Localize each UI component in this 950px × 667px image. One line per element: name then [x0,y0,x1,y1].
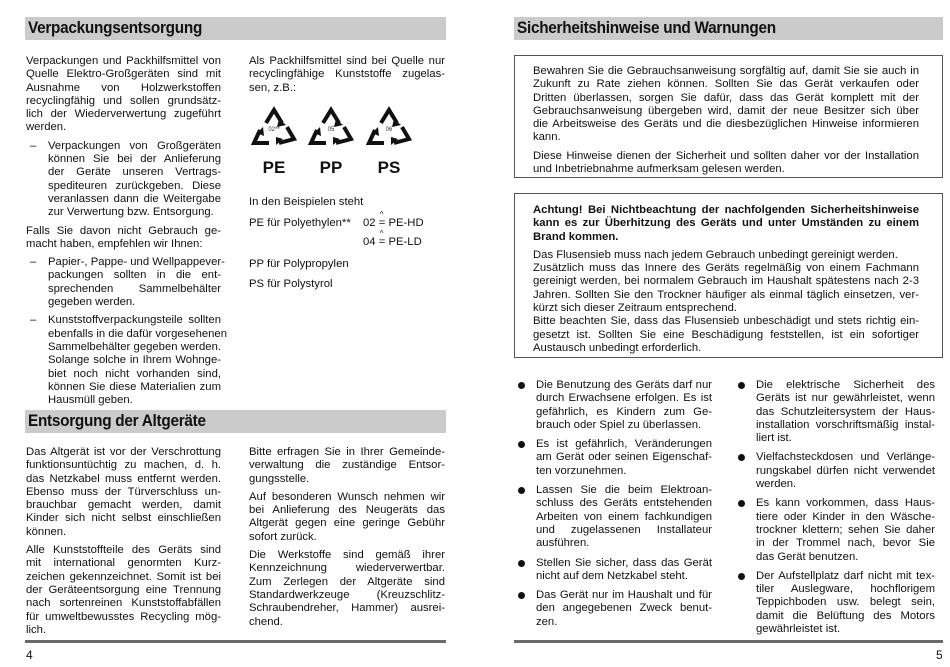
bullet-item [516,484,712,550]
bullet-icon [518,592,525,599]
text-line: Papier-, Pappe- und Wellpappever- [48,256,225,269]
text-line: trockner klettern; sehen Sie daher [756,523,935,536]
text-line: veranlassen dann die Weitergabe [48,192,221,205]
text-line: Austausch unbedingt erforderlich. [533,341,702,354]
paragraph [26,544,221,637]
text-line: Verpackungen von Großgeräten [48,139,221,152]
text-line: Der Aufstellplatz darf nicht mit tex- [756,569,935,582]
safety-bullets-col1 [516,379,712,635]
text-line: der Geräte unseren Vertrags- [48,166,221,179]
recycling-triangle-icon [249,105,299,151]
bullet-item [736,451,935,491]
text-line: der Geräteentsorgung eine Trennung [26,583,221,596]
text-line: zen. [536,615,558,628]
svg-text:05: 05 [327,127,335,133]
text-line: Altgerät gegen eine geringe Gebühr [249,517,445,530]
recycling-triangle-icon [364,105,414,151]
text-line: werden. [756,478,797,491]
dash-list-item [26,140,221,220]
bullet-item [736,379,935,445]
paragraph [249,446,445,486]
bullet-item [516,438,712,478]
text-line: Arbeiten von einem fachkundigen [536,510,712,523]
text-line: sofort zurück. [249,530,317,543]
corresponds-symbol: ^ = [379,217,386,229]
text-line: den angegebenen Zweck benut- [536,602,712,615]
text-line: sen, z.B.: [249,81,297,94]
code: 02 [363,217,376,229]
text-line: Die Benutzung des Geräts darf nur [536,379,712,391]
code-meaning: PE-HD [388,217,424,229]
text-line: und zugelassenen Installateur [536,523,712,536]
text-line: damit die Belüftung des Motors [756,609,935,622]
text-line: installation vorschriftsmäßig instal- [756,418,935,431]
svg-text:02**: 02** [268,127,280,133]
paragraph [26,446,221,539]
paragraph [249,549,445,629]
text-line: Das Flusensieb muss nach jedem Gebrauch unbedingt gereinigt werden. [533,248,898,261]
text-line: brauchbar gemacht werden, damit [26,499,221,512]
info-box [514,55,943,178]
text-line: Geräts ist nur gewährleistet, wenn [756,392,935,405]
footer-rule [514,640,943,643]
text-line: Ebenso muss der Türverschluss un- [26,485,221,498]
text-line: Die elektrische Sicherheit des [756,379,935,391]
bullet-icon [518,441,525,448]
text-line: brauch oder Spiel zu überlassen. [536,418,702,431]
pe-line: PE für Polyethylen** [249,217,351,229]
symbol-label: PS [377,158,401,177]
text-line: die Arbeitsweise des Geräts und die diesbezüglichen Hinweise informieren [533,118,919,131]
text-line: kann es zur Überhitzung des Geräts und unter Umständen zu einem [533,217,919,230]
text-line: Lassen Sie die beim Elektroan- [536,484,712,497]
section-header-disposal [25,410,446,433]
bullet-item [736,570,935,636]
symbol-label: PE [262,158,286,177]
bullet-icon [518,560,525,567]
text-line: biet noch nicht vorhanden sind, [48,367,221,380]
text-line: Zum Zerlegen der Altgeräte sind [249,575,445,588]
text-line: in der Trommel nach, bevor Sie [756,537,935,550]
text-line: Achtung! Bei Nichtbeachtung der nachfolgenden Sicherheitshinweise [533,204,919,216]
text-line: zur Verwertung bzw. Entsorgung. [48,206,214,219]
paragraph [533,204,919,244]
dash-list-item [26,314,227,407]
text-line: Ausnahme von Holzwerkstoffen [26,81,221,94]
page-number: 4 [26,648,33,662]
recycling-triangle-icon [306,105,356,151]
bullet-item [516,379,712,432]
text-line: gesetzt ist. Sollten Sie eine Beschädigung feststellen, ist ein sofortiger [533,328,919,341]
bullet-icon [738,573,745,580]
text-line: macht haben, empfehlen wir Ihnen: [26,237,203,250]
text-line: werden. [26,121,67,134]
text-line: verwaltung die zuständige Entsor- [249,459,445,472]
text-line: Kunststoffverpackungsteile sollten [48,314,221,327]
bullet-item [516,589,712,629]
dash-marker: – [30,256,37,269]
section-header-safety [514,17,943,40]
text-line: Falls Sie davon nicht Gebrauch ge- [26,224,221,237]
text-line: kann. [533,131,561,144]
text-line: Standardwerkzeuge (Kreuzschlitz- [249,588,445,601]
text-line: Verpackungen und Packhilfsmittel von [26,55,221,67]
bullet-icon [518,382,525,389]
text-line: am Gerät oder seinen Eigenschaf- [536,451,712,464]
dash-list-item [26,256,225,309]
bullet-item [516,557,712,584]
text-line: recyclingfähig und sollen grundsätz- [26,94,221,107]
text-line: gereinigt werden, bei normalem Gebrauch im Haushalt spätestens nach 2-3 [533,275,919,288]
text-line: tiere oder Kinder in den Wäsche- [756,510,935,523]
text-line: sprechenden Sammelbehälter [48,282,221,295]
footer-rule [25,640,446,643]
text-line: nicht auf dem Netzkabel steht. [536,569,688,582]
text-line: mit international genormten Kurz- [26,557,221,570]
text-line: Kinder sich nicht selbst einschließen [26,512,221,525]
text-line: kürzt sich dieser Zeitraum entsprechend. [533,302,738,315]
text-line: Zukunft zu Rate ziehen können. Sollten Sie das Gerät verkaufen oder [533,78,919,91]
page-number: 5 [936,648,943,662]
paragraph [533,65,919,145]
text-line: lich der Wiederverwertung zugeführt [26,108,221,121]
text-line: Alle Kunststoffteile des Geräts sind [26,544,221,557]
bullet-icon [738,382,745,389]
text-line: Es kann vorkommen, dass Haus- [756,497,935,510]
text-line: Brand kommen. [533,230,619,243]
examples-heading: In den Beispielen steht [249,196,364,208]
text-line: Quelle Elektro-Großgeräten sind mit [26,68,221,81]
pe-ld-line [363,236,422,248]
disposal-col1 [26,446,221,642]
text-line: ausführen. [536,537,590,550]
text-line: können Sie diese Materialien zum [48,380,221,393]
recycling-symbol-pp [306,105,356,178]
code: 04 [363,236,376,248]
text-line: bei Anlieferung des Neugeräts das [249,504,445,517]
paragraph [26,225,221,252]
text-line: Diese Hinweise dienen der Sicherheit und sollten daher vor der Installation [533,149,919,162]
svg-text:06: 06 [385,127,393,133]
text-line: Bitte beachten Sie, dass das Flusensieb unbeschädigt und stets richtig ein- [533,315,919,328]
text-line: Bitte erfragen Sie in Ihrer Gemeinde- [249,446,445,458]
text-line: Gebrauchsanweisung übergeben wird, damit der neue Besitzer sich über [533,104,919,117]
text-line: können Sie bei der Anlieferung [48,153,221,166]
text-line: liert ist. [756,432,792,445]
text-line: tiler Auslegware, hochflorigem [756,583,935,596]
paragraph [533,249,919,262]
text-line: gegeben werden. [48,296,136,309]
text-line: zeichen gekennzeichnet. Somit ist bei [26,570,221,583]
code-meaning: PE-LD [388,236,422,248]
bullet-icon [738,500,745,507]
text-line: Dritten überlassen, sorgen Sie dafür, dass das Gerät komplett mit der [533,91,919,104]
paragraph [249,491,445,544]
section-title: Verpackungsentsorgung [28,19,203,37]
text-line: das Netzkabel muss entfernt werden. [26,472,221,485]
symbol-label: PP [319,158,343,177]
paragraph [533,150,919,177]
bullet-icon [738,454,745,461]
text-line: Als Packhilfsmittel sind bei Quelle nur [249,55,445,67]
bullet-icon [518,487,525,494]
text-line: Teppichboden usw. belegt sein, [756,596,935,609]
text-line: Vielfachsteckdosen und Verlänge- [756,451,935,464]
paragraph [249,55,445,95]
text-line: Sammelbehälter gegeben werden. [48,340,221,353]
recycling-symbol-pe [249,105,299,178]
text-line: chend. [249,615,283,628]
text-line: das Schutzleitersystem der Haus- [756,405,935,418]
text-line: nach sortenreinen Kunststoffabfällen [26,597,221,610]
paragraph [533,315,919,355]
section-header-packaging [25,17,446,40]
warning-box [514,193,943,358]
dash-marker: – [30,314,37,327]
text-line: das Gerät benutzen. [756,550,859,563]
text-line: schluss des Geräts entstehenden [536,497,712,510]
text-line: gungsstelle. [249,472,310,485]
packaging-col1 [26,55,227,412]
text-line: Die Werkstoffe sind gemäß ihrer [249,549,445,562]
text-line: gefährlich, es Kindern zum Ge- [536,405,712,418]
ps-line: PS für Polystyrol [249,278,333,290]
text-line: Hausmüll geben. [48,394,133,407]
text-line: ebenfalls in die dafür vorgesehenen [48,327,227,340]
text-line: rungskabel dürfen nicht verwendet [756,464,935,477]
text-line: Bewahren Sie die Gebrauchsanweisung sorgfältig auf, damit Sie sie auch in [533,65,919,77]
warning-box-text [533,204,919,355]
paragraph [533,262,919,315]
text-line: gewährleistet ist. [756,623,841,636]
text-line: können. [26,525,67,538]
text-line: packungen sollten in die ent- [48,269,221,282]
section-title: Entsorgung der Altgeräte [28,412,206,430]
dash-marker: – [30,139,37,152]
text-line: funktionsuntüchtig zu machen, d. h. [26,459,221,472]
text-line: Es ist gefährlich, Veränderungen [536,438,712,451]
safety-bullets-col2 [736,379,935,642]
text-line: Kennzeichnung wiederverwertbar. [249,562,445,575]
text-line: Das Altgerät ist vor der Verschrottung [26,446,221,458]
text-line: Zusätzlich muss das Innere des Geräts regelmäßig von einem Fachmann [533,262,919,275]
text-line: ten vorzunehmen. [536,464,627,477]
paragraph [26,55,221,135]
disposal-col2 [249,446,445,634]
text-line: und Inbetriebnahme aufmerksam gelesen werden. [533,163,785,176]
text-line: Jahren. Sollten Sie den Trockner häufiger als einmal täglich einsetzen, ver- [533,288,919,301]
text-line: Stellen Sie sicher, dass das Gerät [536,556,712,569]
text-line: spediteuren zurückgeben. Diese [48,179,221,192]
section-title: Sicherheitshinweise und Warnungen [517,19,776,37]
pp-line: PP für Polypropylen [249,258,349,270]
packaging-col2-intro [249,55,445,100]
pe-hd-line [363,217,424,229]
recycling-symbol-ps [364,105,414,178]
info-box-text [533,65,919,181]
text-line: für umweltbewusstes Recycling mög- [26,610,221,623]
text-line: Solange solche in Ihrem Wohnge- [48,354,221,367]
text-line: durch Erwachsene erfolgen. Es ist [536,392,712,405]
corresponds-symbol: ^ = [379,236,386,248]
bullet-item [736,497,935,563]
text-line: Schraubendreher, Hammer) ausrei- [249,602,445,615]
text-line: Das Gerät nur im Haushalt und für [536,589,712,602]
text-line: recyclingfähige Kunststoffe zugelas- [249,68,445,81]
text-line: lich. [26,623,47,636]
text-line: Auf besonderen Wunsch nehmen wir [249,490,445,503]
